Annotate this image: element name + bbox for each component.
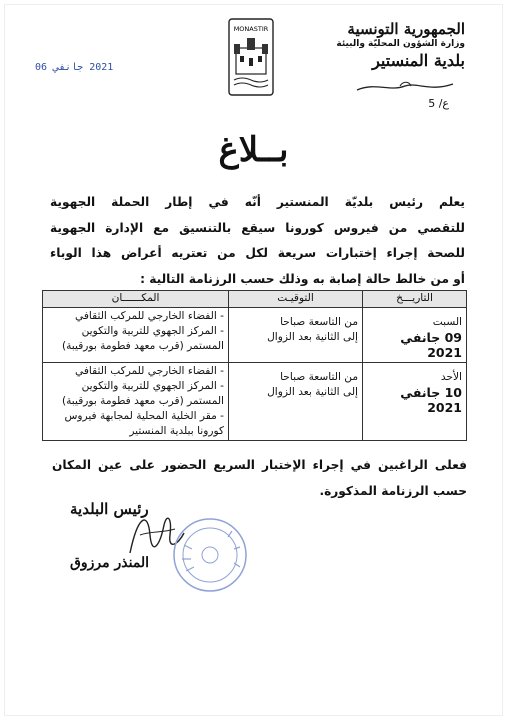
monastir-emblem-icon (228, 18, 274, 96)
official-seal-stamp-icon (170, 515, 250, 595)
list-item: - المركز الجهوي للتربية والتكوين المستمر (قرب معهد فطومة بورقيبة) (61, 380, 224, 407)
body-line: يعلم رئيس بلديّة المنستير أنّه في إطار الحملة الجهوية (50, 195, 465, 209)
cell-time (229, 363, 363, 441)
list-item: - الفضاء الخارجي للمركب الثقافي (75, 310, 224, 322)
republic-name: الجمهورية التونسية (347, 20, 465, 38)
date-value: 10 جانفي 2021 (400, 385, 462, 415)
header-place: المكــــــان (43, 291, 229, 308)
list-item: - المركز الجهوي للتربية والتكوين المستمر (قرب معهد فطومة بورقيبة) (61, 325, 224, 352)
table-row (43, 308, 467, 363)
time-to: إلى الثانية بعد الزوال (267, 386, 358, 398)
body-line: أو من خالط حالة إصابة به وذلك حسب الرزنامة التالية : (140, 271, 465, 286)
logo-label: MONASTIR (233, 25, 269, 33)
day-name: الأحد (440, 371, 462, 383)
announcement-body (50, 190, 465, 292)
time-to: إلى الثانية بعد الزوال (267, 331, 358, 343)
header-date: التاريـــخ (363, 291, 467, 308)
municipality-name: بلدية المنستير (372, 51, 465, 70)
body-line: للصحة إجراء إختبارات سريعة لكل من تعتريه أعراض هذا الوباء (50, 246, 465, 261)
received-date-stamp: 2021 جانفي 06 (35, 62, 114, 73)
cell-place (43, 363, 229, 441)
list-item: - الفضاء الخارجي للمركب الثقافي (75, 365, 224, 377)
document-title: بــلاغ (218, 130, 289, 170)
list-item: - مقر الخلية المحلية لمجابهة فيروس كورونا ببلدية المنستير (64, 410, 224, 437)
time-from: من التاسعة صباحا (280, 316, 358, 328)
closing-paragraph: فعلى الراغبين في إجراء الإختبار السريع الحضور على عين المكان حسب الرزنامة المذكورة. (52, 458, 467, 498)
ornament-flourish-icon (355, 80, 455, 94)
signatory-name: المنذر مرزوق (70, 555, 150, 571)
date-value: 09 جانفي 2021 (400, 330, 462, 360)
table-row (43, 363, 467, 441)
time-from: من التاسعة صباحا (280, 371, 358, 383)
ministry-name: وزارة الشؤون المحليّة والبيئة (336, 39, 465, 49)
schedule-table (42, 290, 467, 441)
cell-date (363, 308, 467, 363)
letterhead (295, 20, 465, 71)
reference-number: ع/ 5 (428, 97, 449, 110)
header-time: التوقيـت (229, 291, 363, 308)
body-line: للتقصي من فيروس كورونا سيقع بالتنسيق مع الإدارة الجهوية (50, 220, 465, 235)
table-header-row (43, 291, 467, 308)
day-name: السبت (432, 316, 462, 328)
signatory-title: رئيس البلدية (70, 500, 149, 518)
cell-place (43, 308, 229, 363)
cell-time (229, 308, 363, 363)
cell-date (363, 363, 467, 441)
